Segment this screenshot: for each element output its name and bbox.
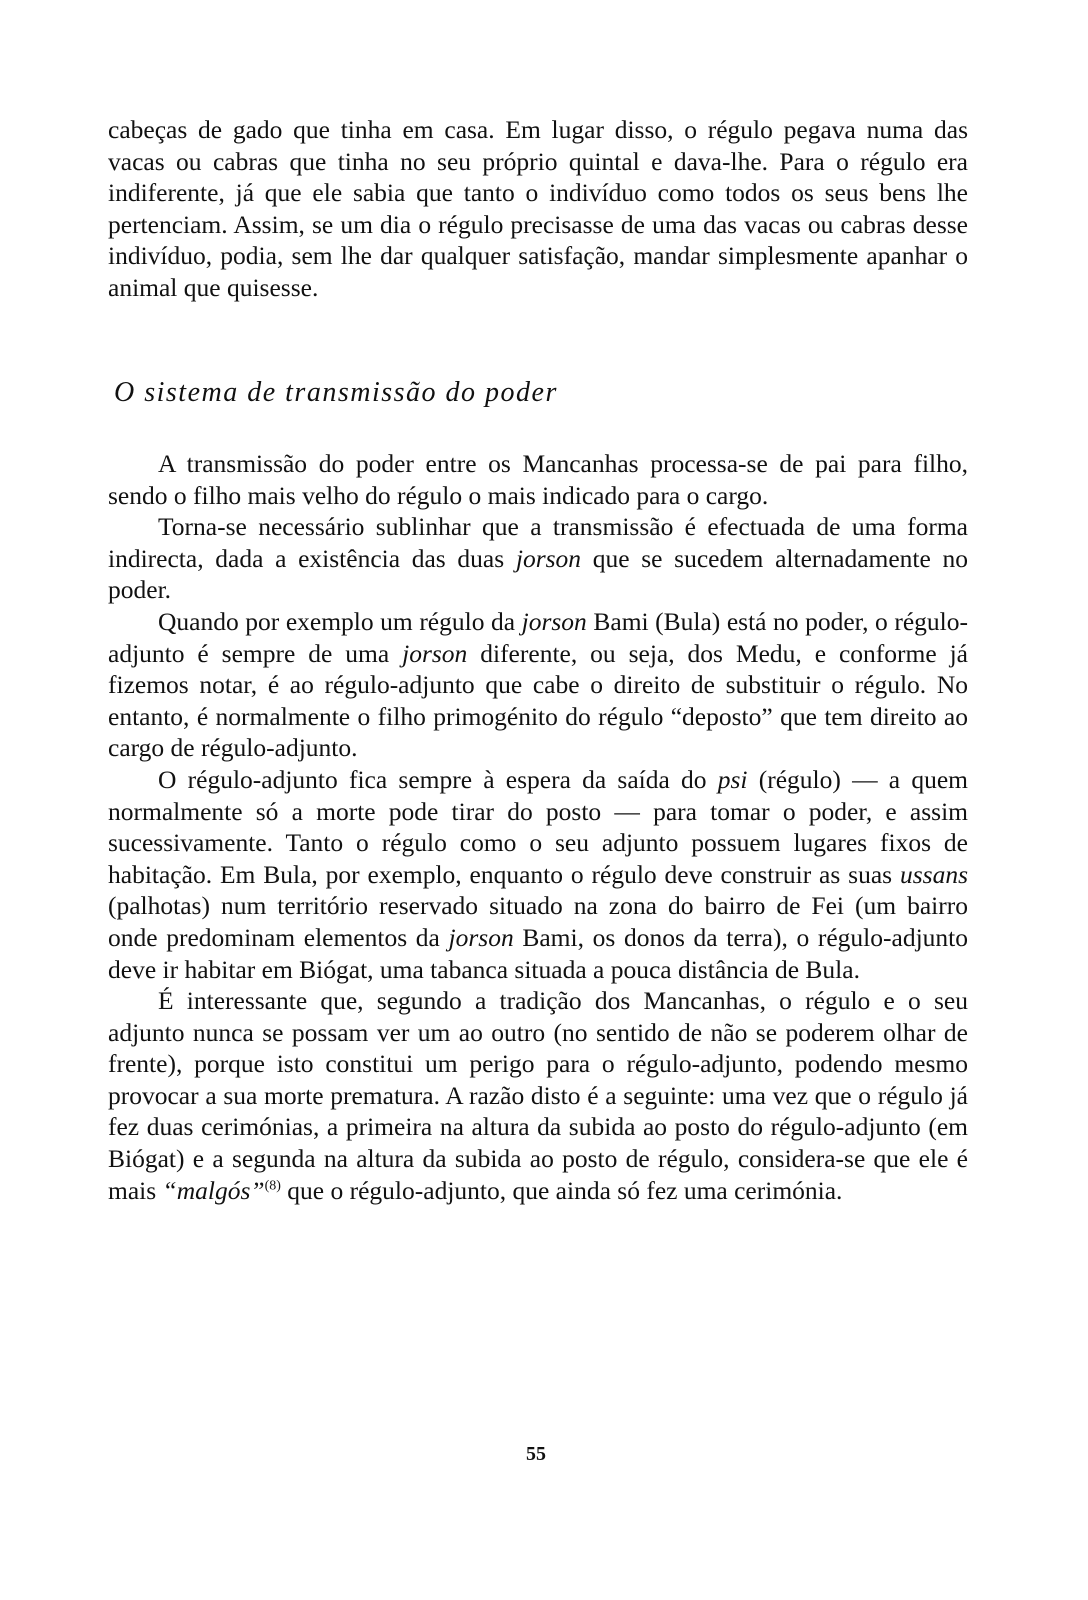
paragraph-5 xyxy=(108,985,968,1206)
text-span: que o régulo-adjunto, que ainda só fez uma cerimónia. xyxy=(280,1175,843,1205)
italic-term: jorson xyxy=(448,922,514,952)
text-span: Quando por exemplo um régulo da xyxy=(158,606,522,636)
paragraph-2 xyxy=(108,511,968,606)
text-span: diferente, ou seja, dos Medu, e conforme já fizemos notar, é ao régulo-adjunto que cabe o direito de substituir o régulo. No entanto, é normalmente o filho primogénito do régulo “deposto” que tem direito ao cargo de régulo-adjunto. xyxy=(108,638,969,763)
text-span: Torna-se necessário sublinhar que a transmissão é efectuada de uma forma indirecta, dada a existência das duas xyxy=(108,512,968,573)
italic-term: psi xyxy=(717,764,748,794)
intro-paragraph: cabeças de gado que tinha em casa. Em lugar disso, o régulo pegava numa das vacas ou cabras que tinha no seu próprio quintal e dava-lhe. Para o régulo era indiferente, já que ele sabia que tanto o indivíduo como todos os seus bens lhe pertenciam. Assim, se um dia o régulo precisasse de uma das vacas ou cabras desse indivíduo, podia, sem lhe dar qualquer satisfação, mandar simplesmente apanhar o animal que quisesse. xyxy=(108,115,968,302)
italic-term: ussans xyxy=(899,859,968,889)
section-body xyxy=(108,448,968,1206)
italic-term: jorson xyxy=(402,638,468,668)
text-span: Bami (Bula) está no poder, o régulo-adjunto é sempre de uma xyxy=(108,606,968,668)
italic-term: jorson xyxy=(521,606,587,636)
text-span: Bami, os donos da terra), o régulo-adjunto deve ir habitar em Biógat, uma tabanca situada a pouca distância de Bula. xyxy=(108,922,968,984)
text-span: (régulo) — a quem normalmente só a morte pode tirar do posto — para tomar o poder, e assim sucessivamente. Tanto o régulo como o seu adjunto possuem lugares fixos de habitação. Em Bula, por exemplo, enquanto o régulo deve construir as suas xyxy=(108,764,968,889)
text-span: (palhotas) num território reservado situado na zona do bairro de Fei (um bairro onde predominam elementos da xyxy=(108,891,968,952)
italic-term: jorson xyxy=(515,543,582,573)
intro-block xyxy=(108,114,968,304)
italic-term: “malgós” xyxy=(162,1175,265,1205)
paragraph-1: A transmissão do poder entre os Mancanhas processa-se de pai para filho, sendo o filho mais velho do régulo o mais indicado para o cargo. xyxy=(108,449,968,510)
paragraph-4 xyxy=(108,764,968,985)
footnote-reference[interactable]: (8) xyxy=(264,1178,281,1194)
page-number: 55 xyxy=(526,1443,546,1465)
text-span: O régulo-adjunto fica sempre à espera da saída do xyxy=(158,764,718,794)
section-heading: O sistema de transmissão do poder xyxy=(114,377,558,408)
text-span: que se sucedem alternadamente no poder. xyxy=(108,543,969,605)
paragraph-3 xyxy=(108,606,968,764)
text-span: É interessante que, segundo a tradição dos Mancanhas, o régulo e o seu adjunto nunca se possam ver um ao outro (no sentido de não se poderem olhar de frente), porque isto constitui um perigo para o régulo-adjunto, podendo mesmo provocar a sua morte prematura. A razão disto é a seguinte: uma vez que o régulo já fez duas cerimónias, a primeira na altura da subida ao posto do régulo-adjunto (em Biógat) e a segunda na altura da subida ao posto de régulo, considera-se que ele é mais xyxy=(108,986,968,1205)
